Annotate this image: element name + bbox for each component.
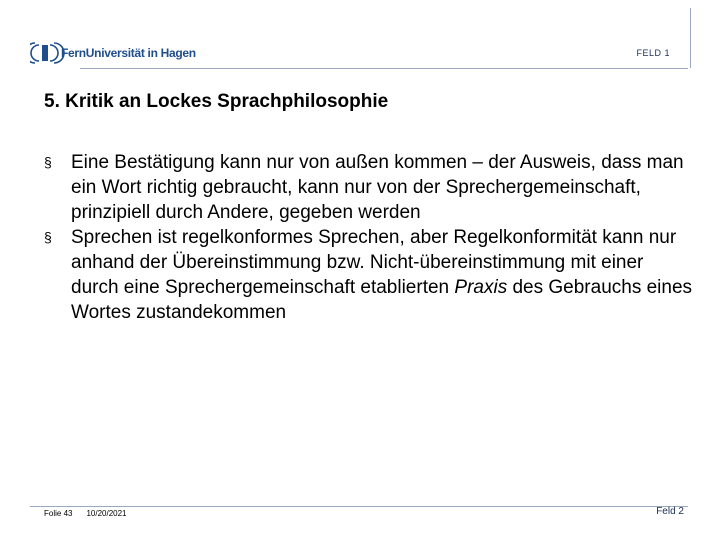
bullet-list bbox=[44, 150, 694, 325]
header-feld-label: FELD 1 bbox=[636, 48, 670, 58]
footer-rule bbox=[30, 506, 688, 507]
bullet-text: Eine Bestätigung kann nur von außen kommen – der Ausweis, dass man ein Wort richtig gebraucht, kann nur von der Sprechergemeinschaft, prinzipiell durch Andere, gegeben werden bbox=[71, 152, 684, 223]
header-vertical-rule bbox=[690, 8, 691, 68]
bullet-marker: § bbox=[44, 229, 52, 245]
logo-emblem-icon bbox=[30, 43, 64, 63]
bullet-text-tail: des Gebrauchs eines Wortes zustandekommen bbox=[71, 277, 693, 323]
footer-feld-label: Feld 2 bbox=[656, 506, 684, 517]
header-rule bbox=[80, 68, 688, 69]
slide-title: 5. Kritik an Lockes Sprachphilosophie bbox=[44, 91, 389, 112]
slide-date: 10/20/2021 bbox=[86, 509, 127, 518]
bullet-item bbox=[44, 225, 694, 325]
bullet-emphasis: Praxis bbox=[454, 277, 508, 298]
slide-number: Folie 43 bbox=[44, 509, 73, 518]
bullet-text: Sprechen ist regelkonformes Sprechen, aber Regelkonformität kann nur anhand der Übereinstimmung bzw. Nicht-übereinstimmung mit einer durch eine Sprechergemeinschaft etablierten bbox=[71, 227, 677, 298]
bullet-marker: § bbox=[44, 154, 52, 170]
bullet-item bbox=[44, 150, 694, 225]
footer-info bbox=[44, 509, 127, 518]
logo-text: FernUniversität in Hagen bbox=[61, 46, 196, 60]
